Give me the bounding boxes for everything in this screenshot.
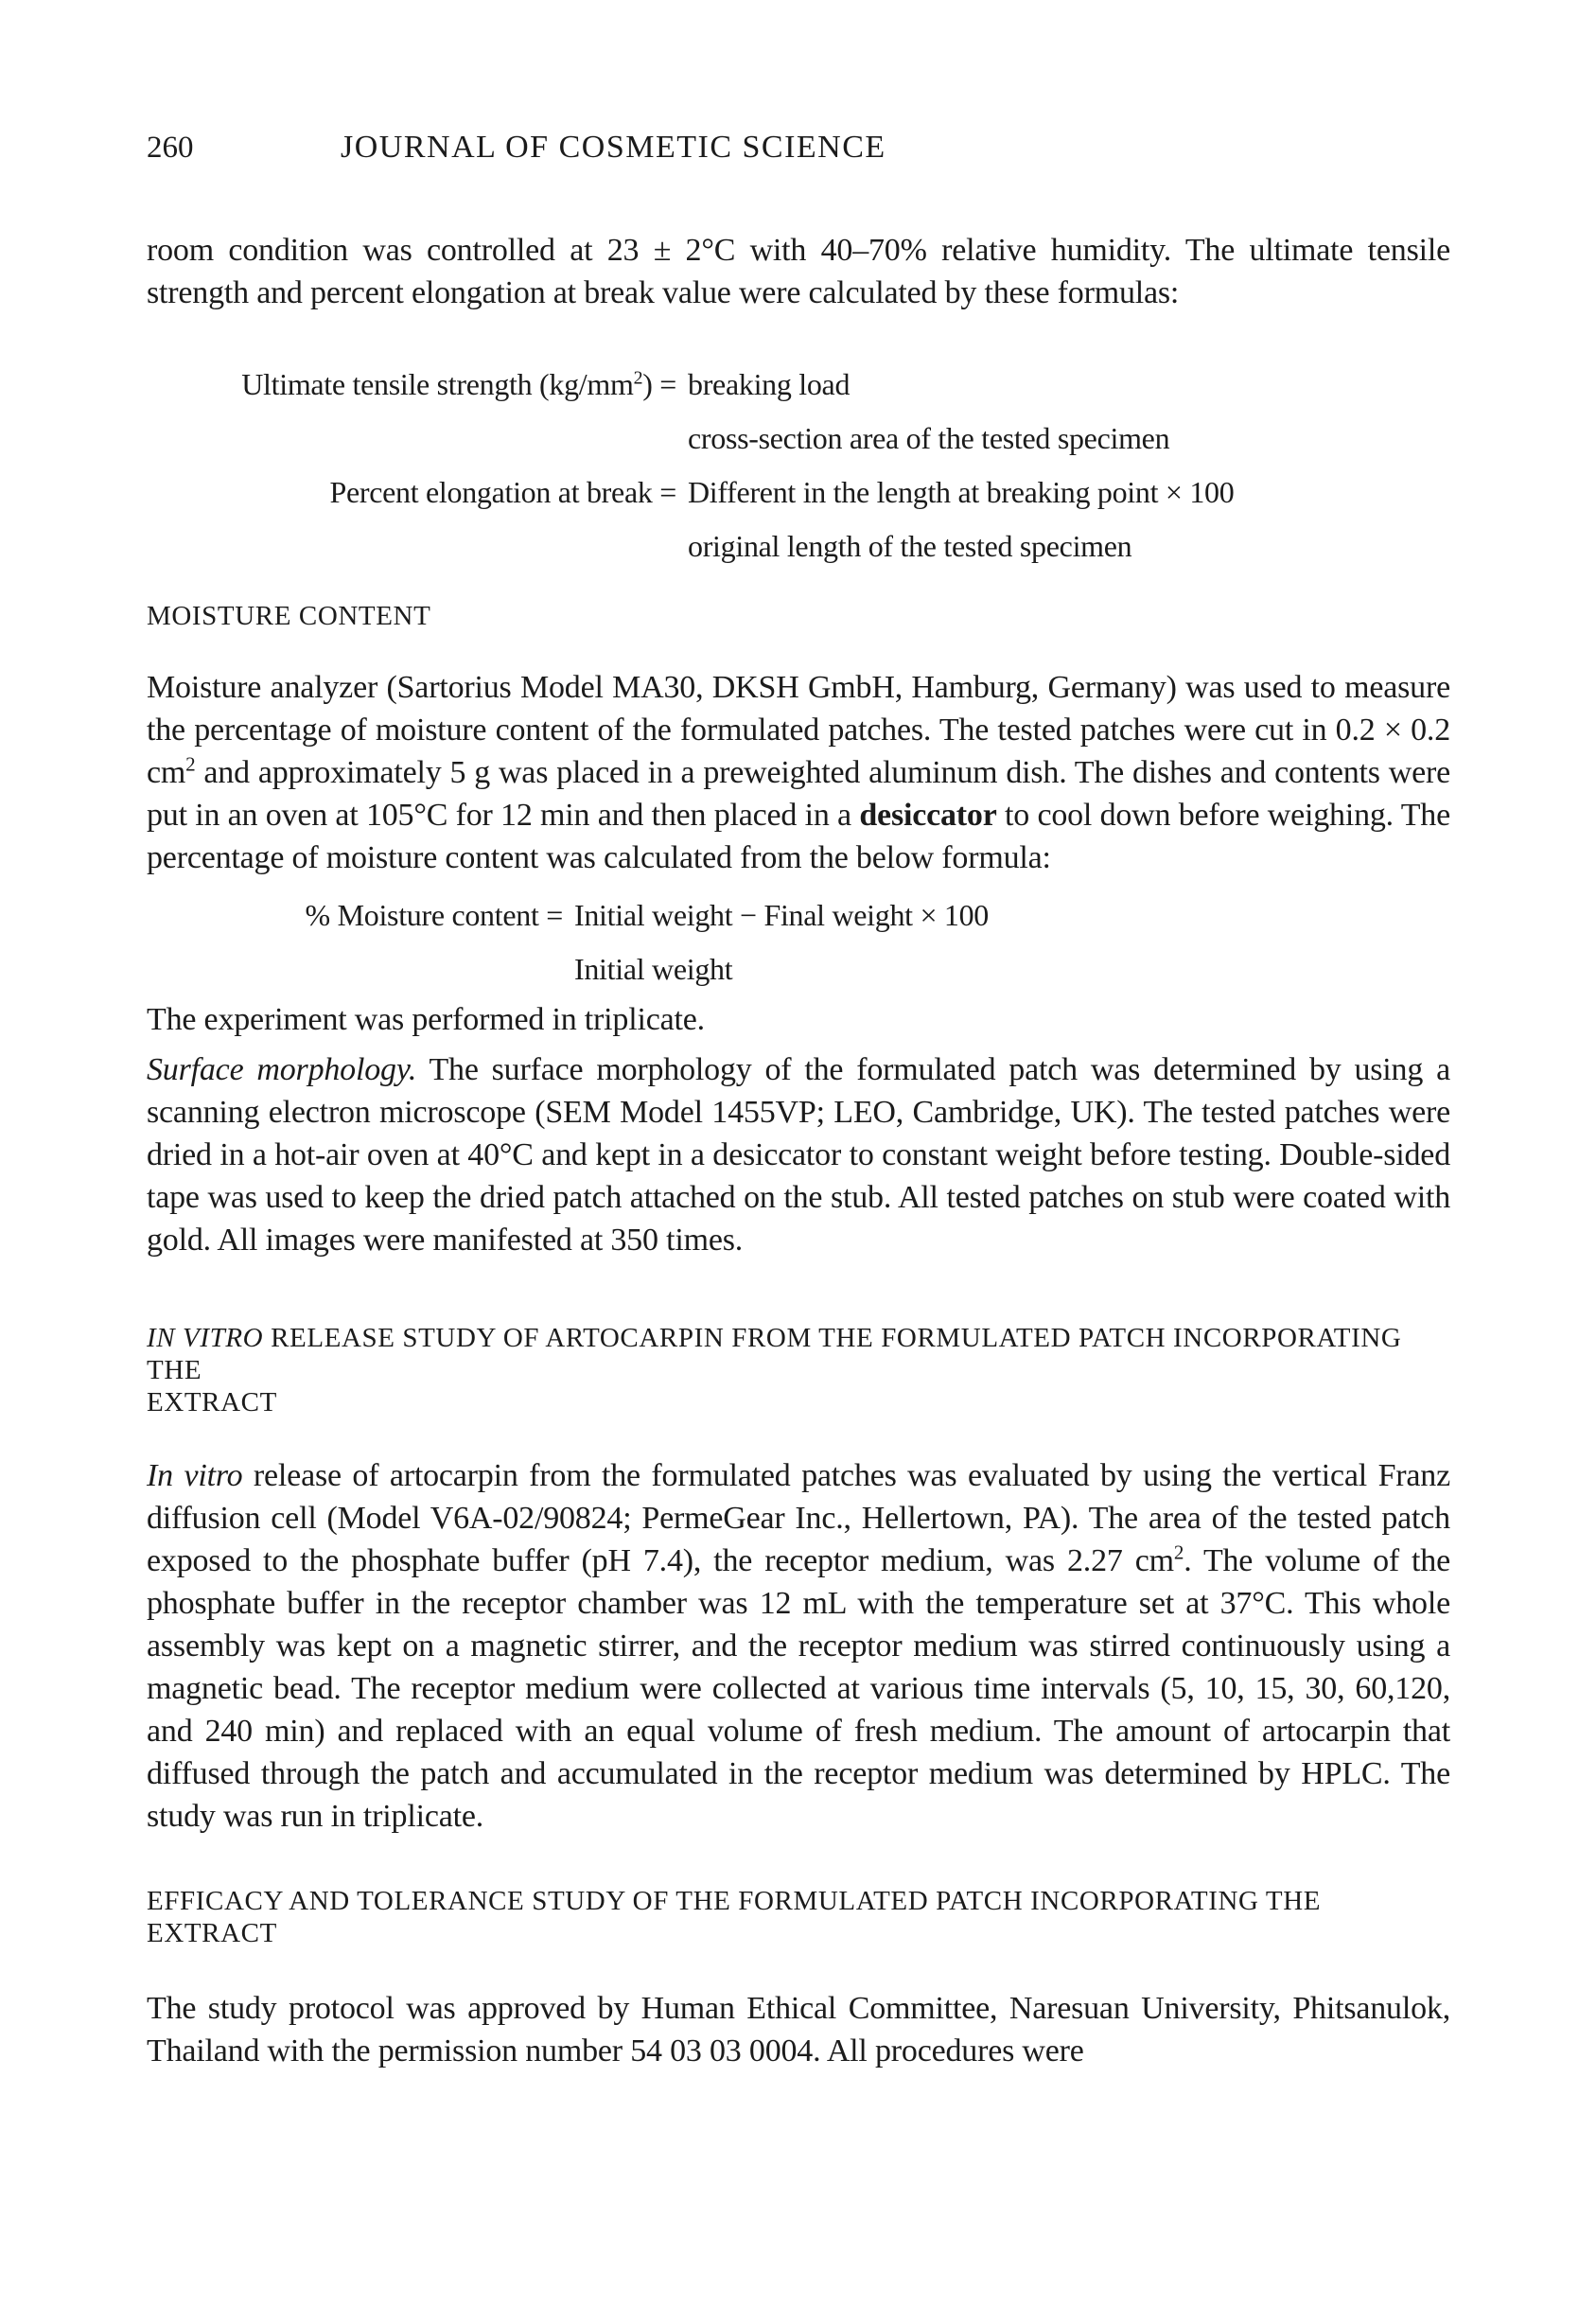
page-number: 260 bbox=[147, 131, 194, 165]
moisture-formula-block bbox=[147, 889, 1450, 996]
formula-denominator: cross-section area of the tested specimen bbox=[688, 421, 1170, 455]
formula-denominator: original length of the tested specimen bbox=[688, 529, 1132, 563]
heading-text-line2: EXTRACT bbox=[147, 1387, 277, 1417]
superscript: 2 bbox=[633, 367, 643, 389]
italic-lead-surface-morphology: Surface morphology. bbox=[147, 1052, 417, 1087]
formula-lhs bbox=[147, 358, 688, 412]
formula-numerator: breaking load bbox=[688, 367, 851, 401]
formula-lhs-text: Ultimate tensile strength (kg/mm bbox=[241, 367, 634, 401]
invitro-release-paragraph bbox=[147, 1454, 1450, 1838]
journal-title: JOURNAL OF COSMETIC SCIENCE bbox=[341, 130, 886, 165]
page-content bbox=[147, 0, 1450, 2072]
moisture-content-formula bbox=[147, 889, 1450, 996]
surface-morphology-paragraph bbox=[147, 1048, 1450, 1261]
paragraph-text: release of artocarpin from the formulated patches was evaluated by using the vertical Franz diffusion cell (Model V6A-02/90824; PermeGear Inc., Hellertown, PA). The area of the tested patch exposed to the phosphate buffer (pH 7.4), the receptor medium, was 2.27 cm bbox=[147, 1458, 1450, 1578]
percent-elongation-formula bbox=[147, 466, 1450, 573]
section-heading-moisture-content: MOISTURE CONTENT bbox=[147, 601, 431, 631]
formula-fraction bbox=[574, 889, 989, 996]
formula-numerator: Initial weight − Final weight × 100 bbox=[574, 898, 989, 932]
formula-numerator: Different in the length at breaking point × 100 bbox=[688, 475, 1235, 509]
italic-lead-in-vitro: In vitro bbox=[147, 1458, 243, 1493]
formula-fraction bbox=[688, 358, 1169, 466]
page-header bbox=[147, 0, 1450, 170]
paragraph-text: . The volume of the phosphate buffer in the receptor chamber was 12 mL with the temperature set at 37°C. This whole assembly was kept on a magnetic stirrer, and the receptor medium was stirred continuously using a magnetic bead. The receptor medium were collected at various time intervals (5, 10, 15, 30, 60,120, and 240 min) and replaced with an equal volume of fresh medium. The amount of artocarpin that diffused through the patch and accumulated in the receptor medium was determined by HPLC. The study was run in triplicate. bbox=[147, 1543, 1450, 1834]
bold-term-desiccator: desiccator bbox=[859, 798, 997, 833]
paragraph-text: to cool down before weighing. The percentage of moisture content was calculated from the below formula: bbox=[147, 798, 1450, 875]
intro-paragraph: room condition was controlled at 23 ± 2°C with 40–70% relative humidity. The ultimate tensile strength and percent elongation at break value were calculated by these formulas: bbox=[147, 233, 1450, 310]
italic-heading-part: IN VITRO bbox=[147, 1323, 264, 1353]
tensile-strength-formula bbox=[147, 358, 1450, 466]
formula-denominator: Initial weight bbox=[574, 952, 733, 986]
paragraph-text: Moisture analyzer (Sartorius Model MA30, DKSH GmbH, Hamburg, Germany) was used to measure the percentage of moisture content of the formulated patches. The tested patches were cut in 0.2 × 0.2 cm bbox=[147, 670, 1450, 790]
formula-lhs: % Moisture content = bbox=[305, 898, 563, 932]
formula-lhs: Percent elongation at break = bbox=[329, 475, 676, 509]
superscript: 2 bbox=[1173, 1540, 1184, 1564]
mechanical-formulas-block bbox=[147, 358, 1450, 573]
formula-equals: ) = bbox=[642, 367, 676, 401]
triplicate-note: The experiment was performed in triplicate. bbox=[147, 1002, 705, 1037]
ethics-approval-paragraph: The study protocol was approved by Human Ethical Committee, Naresuan University, Phitsanulok, Thailand with the permission number 54 03 03 0004. All procedures were bbox=[147, 1991, 1450, 2068]
formula-fraction bbox=[688, 466, 1234, 573]
superscript: 2 bbox=[185, 752, 196, 776]
section-heading-invitro-release bbox=[147, 1322, 1450, 1418]
paragraph-text: and approximately 5 g was placed in a preweighted aluminum dish. The dishes and contents were put in an oven at 105°C for 12 min and then placed in a bbox=[147, 755, 1450, 833]
moisture-content-paragraph bbox=[147, 666, 1450, 879]
heading-text: RELEASE STUDY OF ARTOCARPIN FROM THE FORMULATED PATCH INCORPORATING THE bbox=[147, 1323, 1402, 1385]
paragraph-text: The surface morphology of the formulated patch was determined by using a scanning electron microscope (SEM Model 1455VP; LEO, Cambridge, UK). The tested patches were dried in a hot-air oven at 40°C and kept in a desiccator to constant weight before testing. Double-sided tape was used to keep the dried patch attached on the stub. All tested patches on stub were coated with gold. All images were manifested at 350 times. bbox=[147, 1052, 1450, 1258]
section-heading-efficacy-tolerance: EFFICACY AND TOLERANCE STUDY OF THE FORMULATED PATCH INCORPORATING THE EXTRACT bbox=[147, 1886, 1322, 1948]
